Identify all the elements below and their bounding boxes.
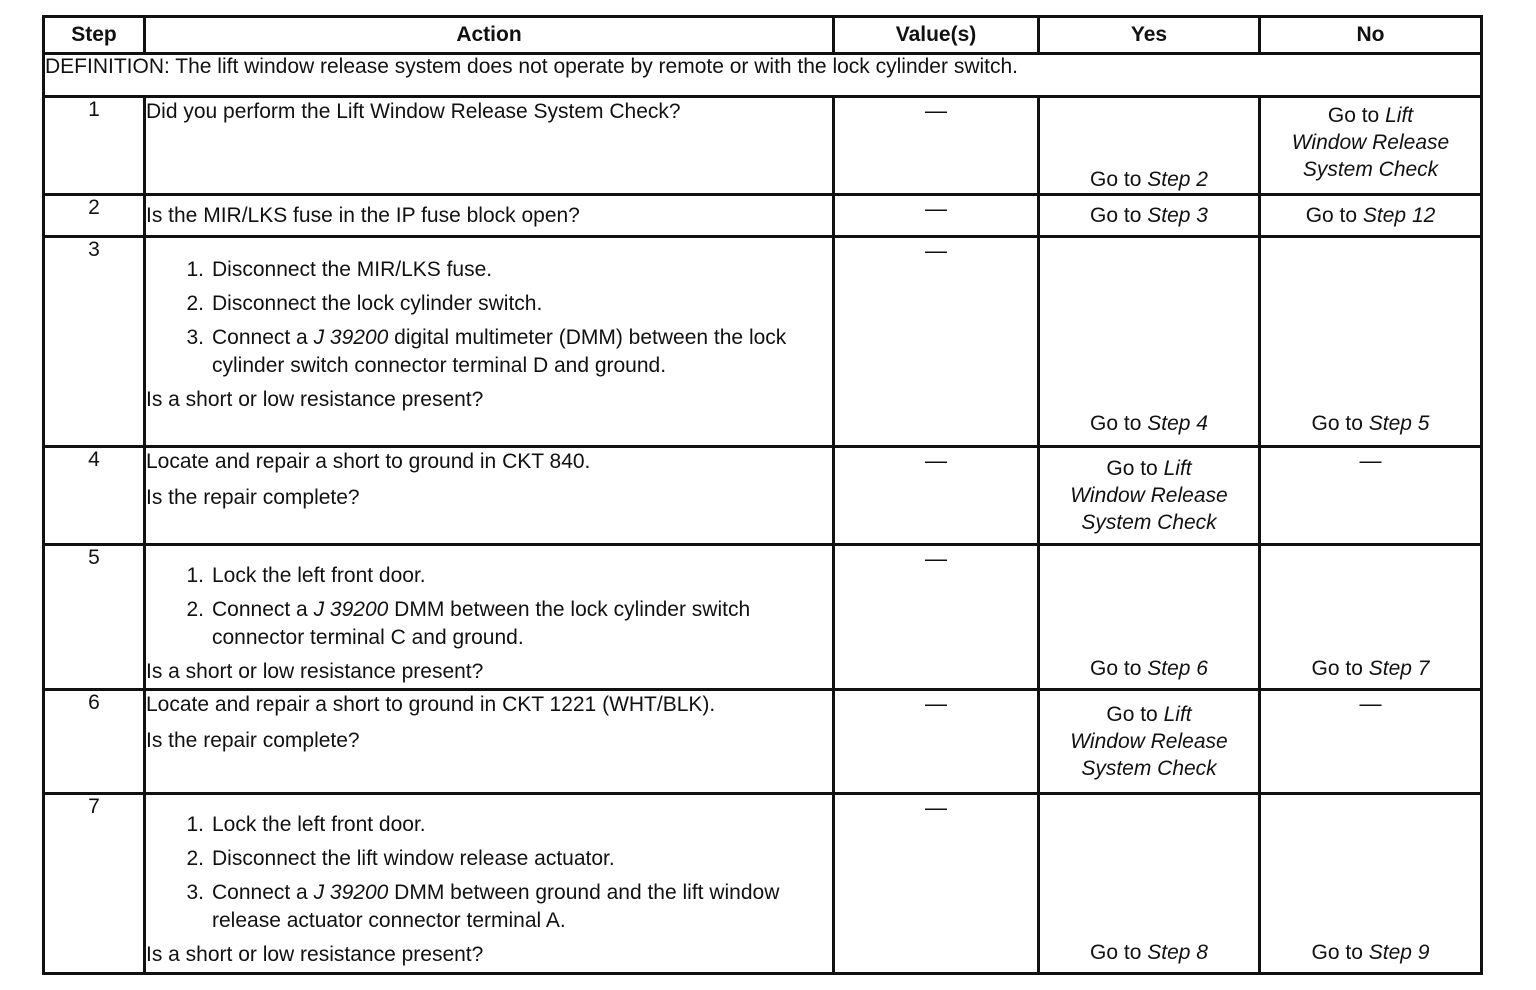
list-item: 1. Lock the left front door. xyxy=(186,564,426,587)
action-list xyxy=(146,256,832,380)
value-cell: — xyxy=(834,794,1039,974)
go-to-label: Go to xyxy=(1090,412,1142,435)
table-row xyxy=(44,794,1482,974)
no-cell xyxy=(1260,195,1482,237)
go-to-label: Go to xyxy=(1106,457,1158,480)
action-cell xyxy=(145,690,834,794)
table-row xyxy=(44,447,1482,545)
action-cell xyxy=(145,195,834,237)
list-item: 2. Connect a J 39200 DMM between the lock cylinder switch connector terminal C and ground. xyxy=(186,598,751,649)
question-text: Is a short or low resistance present? xyxy=(146,388,484,411)
yes-cell xyxy=(1039,690,1260,794)
step-number: 1 xyxy=(44,97,145,195)
step-number: 7 xyxy=(44,794,145,974)
action-list xyxy=(146,562,832,652)
go-to-label: Go to xyxy=(1311,941,1363,964)
list-item: 2. Disconnect the lift window release actuator. xyxy=(186,847,615,870)
yes-target: Lift xyxy=(1163,703,1192,726)
no-target: Step 9 xyxy=(1368,941,1430,964)
go-to-label: Go to xyxy=(1311,657,1363,680)
value-cell: — xyxy=(834,545,1039,690)
go-to-label: Go to xyxy=(1090,941,1142,964)
go-to-label: Go to xyxy=(1327,104,1380,127)
action-cell xyxy=(145,447,834,545)
step-number: 5 xyxy=(44,545,145,690)
action-cell xyxy=(145,97,834,195)
go-to-label: Go to xyxy=(1090,204,1142,227)
instruction-text: Locate and repair a short to ground in CKT 1221 (WHT/BLK). xyxy=(146,693,716,716)
list-item: 2. Disconnect the lock cylinder switch. xyxy=(186,292,543,315)
value-cell: — xyxy=(834,690,1039,794)
yes-target: Step 8 xyxy=(1147,941,1208,964)
instruction-text: Locate and repair a short to ground in CKT 840. xyxy=(146,450,591,473)
question-text: Did you perform the Lift Window Release System Check? xyxy=(146,100,681,123)
yes-cell xyxy=(1039,237,1260,447)
value-cell: — xyxy=(834,447,1039,545)
go-to-label: Go to xyxy=(1090,168,1142,191)
no-cell xyxy=(1260,794,1482,974)
value-cell: — xyxy=(834,195,1039,237)
action-cell xyxy=(145,545,834,690)
table-row xyxy=(44,690,1482,794)
yes-cell xyxy=(1039,545,1260,690)
yes-target: Step 2 xyxy=(1147,168,1208,191)
table-row xyxy=(44,195,1482,237)
header-action: Action xyxy=(145,17,834,54)
table-row xyxy=(44,97,1482,195)
header-no: No xyxy=(1260,17,1482,54)
go-to-label: Go to xyxy=(1305,204,1358,227)
tool-number: J 39200 xyxy=(313,881,389,904)
action-cell xyxy=(145,794,834,974)
no-target: Step 12 xyxy=(1362,204,1436,227)
yes-target: Step 4 xyxy=(1147,412,1208,435)
no-cell xyxy=(1260,97,1482,195)
list-item: 1. Disconnect the MIR/LKS fuse. xyxy=(186,258,493,281)
no-target-line2: Window Release xyxy=(1291,131,1450,154)
header-step: Step xyxy=(44,17,145,54)
no-cell: — xyxy=(1260,690,1482,794)
diagnostic-table xyxy=(42,15,1483,975)
header-row xyxy=(44,17,1482,54)
step-number: 6 xyxy=(44,690,145,794)
header-values: Value(s) xyxy=(834,17,1039,54)
yes-target: Step 3 xyxy=(1147,204,1208,227)
yes-cell xyxy=(1039,794,1260,974)
go-to-label: Go to xyxy=(1106,703,1158,726)
list-item: 3. Connect a J 39200 DMM between ground and the lift window release actuator connector terminal A. xyxy=(186,881,780,932)
yes-target-line2: Window Release xyxy=(1070,730,1228,753)
question-text: Is a short or low resistance present? xyxy=(146,660,484,683)
tool-number: J 39200 xyxy=(313,598,389,621)
yes-cell xyxy=(1039,195,1260,237)
yes-target-line3: System Check xyxy=(1081,757,1217,780)
definition-text: DEFINITION: The lift window release system does not operate by remote or with the lock cylinder switch. xyxy=(44,54,1482,97)
yes-target-line3: System Check xyxy=(1081,511,1217,534)
question-text: Is the MIR/LKS fuse in the IP fuse block open? xyxy=(146,203,580,227)
go-to-label: Go to xyxy=(1311,412,1363,435)
step-number: 3 xyxy=(44,237,145,447)
action-cell xyxy=(145,237,834,447)
yes-target-line2: Window Release xyxy=(1070,484,1228,507)
step-number: 4 xyxy=(44,447,145,545)
question-text: Is the repair complete? xyxy=(146,729,360,752)
no-cell xyxy=(1260,545,1482,690)
list-item: 1. Lock the left front door. xyxy=(186,813,426,836)
value-cell: — xyxy=(834,97,1039,195)
yes-target: Step 6 xyxy=(1147,657,1208,680)
tool-number: J 39200 xyxy=(313,326,389,349)
header-yes: Yes xyxy=(1039,17,1260,54)
value-cell: — xyxy=(834,237,1039,447)
no-cell xyxy=(1260,237,1482,447)
question-text: Is a short or low resistance present? xyxy=(146,943,484,966)
yes-cell xyxy=(1039,97,1260,195)
no-target: Lift xyxy=(1385,104,1414,127)
question-text: Is the repair complete? xyxy=(146,486,360,509)
yes-cell xyxy=(1039,447,1260,545)
table-row xyxy=(44,545,1482,690)
no-cell: — xyxy=(1260,447,1482,545)
action-list xyxy=(146,811,832,935)
no-target: Step 7 xyxy=(1368,657,1430,680)
no-target-line3: System Check xyxy=(1302,158,1439,181)
no-target: Step 5 xyxy=(1368,412,1430,435)
yes-target: Lift xyxy=(1163,457,1192,480)
definition-row xyxy=(44,54,1482,97)
table-row xyxy=(44,237,1482,447)
list-item: 3. Connect a J 39200 digital multimeter (DMM) between the lock cylinder switch connector terminal D and ground. xyxy=(186,326,787,377)
go-to-label: Go to xyxy=(1090,657,1142,680)
step-number: 2 xyxy=(44,195,145,237)
